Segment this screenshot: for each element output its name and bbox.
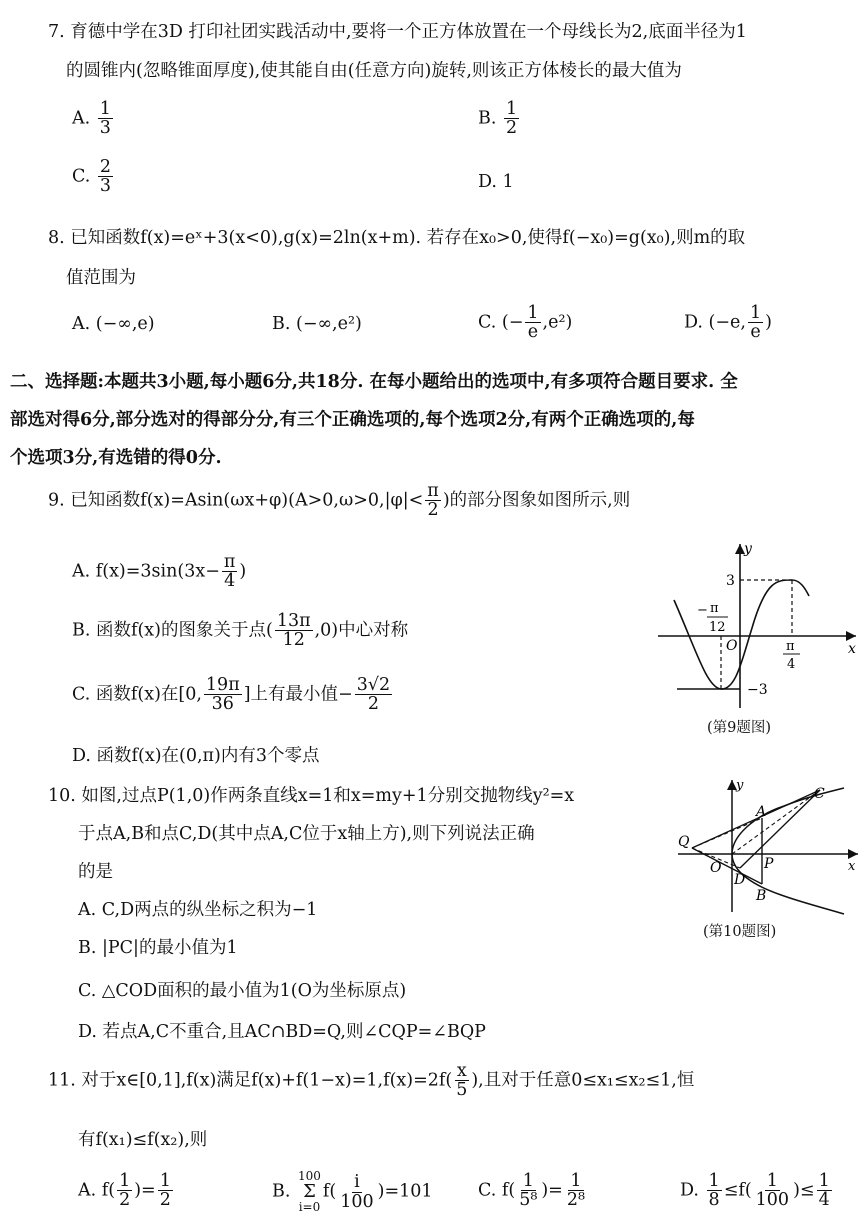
q11-stem-line2: 有f(x₁)≤f(x₂),则: [78, 1130, 208, 1150]
q7-option-a: A. $\frac{1}{3}$: [72, 99, 111, 139]
q10-option-a: A. C,D两点的纵坐标之积为−1: [78, 900, 318, 920]
q9-label-min: −3: [747, 682, 768, 698]
q8-option-c: C. (− $\frac{1}{e}$ ,e²): [478, 303, 573, 343]
q7-option-c: C. $\frac{2}{3}$: [72, 157, 112, 197]
q9-figure-graph: [652, 540, 862, 710]
q10-line-oc: [732, 790, 820, 854]
q8-stem-line1: 8. 已知函数f(x)=eˣ+3(x<0),g(x)=2ln(x+m). 若存在x₀>0,使得f(−x₀)=g(x₀),则m的取: [48, 228, 746, 248]
q10-parabola-lower: [732, 854, 844, 914]
q10-option-c: C. △COD面积的最小值为1(O为坐标原点): [78, 981, 407, 1001]
q9-stem: 9. 已知函数f(x)=Asin(ωx+φ)(A>0,ω>0,|φ|< $\frac{\pi}{2}$ )的部分图象如图所示,则: [48, 481, 631, 521]
q10-label-q: Q: [678, 834, 690, 850]
q10-label-a: A: [756, 804, 767, 820]
q10-label-x: x: [848, 859, 856, 874]
q7-stem-line2: 的圆锥内(忽略锥面厚度),使其能自由(任意方向)旋转,则该正方体棱长的最大值为: [66, 61, 682, 81]
q9-figure-caption: (第9题图): [707, 720, 772, 736]
q10-label-p: P: [764, 856, 774, 872]
q9-option-d: D. 函数f(x)在(0,π)内有3个零点: [72, 746, 320, 766]
q10-label-y: y: [736, 778, 744, 793]
q9-label-x: x: [848, 641, 856, 657]
q10-stem-line1: 10. 如图,过点P(1,0)作两条直线x=1和x=my+1分别交抛物线y²=x: [48, 786, 575, 806]
q10-label-b: B: [756, 888, 767, 904]
q10-option-b: B. |PC|的最小值为1: [78, 938, 238, 958]
q10-line-cd: [740, 790, 820, 868]
q8-stem-line2: 值范围为: [66, 268, 136, 288]
q10-option-d: D. 若点A,C不重合,且AC∩BD=Q,则∠CQP=∠BQP: [78, 1022, 486, 1042]
q9-sine-curve: [674, 580, 809, 689]
q7-option-b: B. $\frac{1}{2}$: [478, 99, 518, 139]
q11-option-c: C. f( $\frac{1}{\text{5⁸}}$ )= $\frac{1}{\text{2⁸}}$: [478, 1171, 586, 1211]
section2-heading-line1: 二、选择题:本题共3小题,每小题6分,共18分. 在每小题给出的选项中,有多项符合题目要求. 全: [10, 372, 738, 392]
q9-label-origin: O: [726, 638, 738, 654]
q7-stem-line1: 7. 育德中学在3D 打印社团实践活动中,要将一个正方体放置在一个母线长为2,底面半径为1: [48, 22, 747, 42]
q11-option-b: B. 100 Σ i=0 f( $\frac{i}{100}$ )=101: [272, 1169, 433, 1215]
q9-label-max: 3: [726, 573, 735, 589]
q8-option-a: A. (−∞,e): [72, 314, 155, 334]
q11-stem-line1: 11. 对于x∈[0,1],f(x)满足f(x)+f(1−x)=1,f(x)=2f( $\frac{x}{5}$ ),且对于任意0≤x₁≤x₂≤1,恒: [48, 1061, 695, 1101]
q9-x-arrow: [846, 631, 856, 641]
q10-label-d: D: [734, 872, 746, 888]
q10-x-arrow: [848, 849, 858, 859]
q10-figure-caption: (第10题图): [703, 924, 777, 940]
q9-label-y: y: [744, 541, 752, 557]
q10-stem-line3: 的是: [78, 862, 113, 882]
q9-label-right-den: 4: [787, 657, 796, 672]
q10-stem-line2: 于点A,B和点C,D(其中点A,C位于x轴上方),则下列说法正确: [78, 824, 535, 844]
q10-figure-graph: [674, 776, 862, 916]
q10-label-c: C: [814, 786, 825, 802]
q9-option-b: B. 函数f(x)的图象关于点( $\frac{13\pi}{12}$ ,0)中心对称: [72, 611, 409, 651]
q9-option-a: A. f(x)=3sin(3x− $\frac{\pi}{4}$ ): [72, 552, 247, 592]
section2-heading-line3: 个选项3分,有选错的得0分.: [10, 448, 222, 468]
q9-label-left-num: π: [710, 601, 719, 616]
q9-label-left-den: 12: [709, 620, 726, 635]
q10-label-o: O: [710, 860, 722, 876]
q11-option-a: A. f( $\frac{1}{2}$ )= $\frac{1}{2}$: [78, 1171, 171, 1211]
q8-option-d: D. (−e, $\frac{1}{e}$ ): [684, 303, 772, 343]
section2-heading-line2: 部选对得6分,部分选对的得部分分,有三个正确选项的,每个选项2分,有两个正确选项的,每: [10, 410, 695, 430]
q11-option-d: D. $\frac{1}{8}$ ≤f( $\frac{1}{100}$ )≤ $\frac{1}{4}$: [680, 1171, 830, 1211]
q7-option-d: D. 1: [478, 172, 514, 192]
q9-label-left-sign: −: [697, 603, 708, 618]
q9-option-c: C. 函数f(x)在[0, $\frac{19\pi}{36}$ ]上有最小值− $\frac{3√2}{2}$: [72, 675, 391, 715]
q9-label-right-num: π: [786, 639, 795, 654]
q8-option-b: B. (−∞,e²): [272, 314, 362, 334]
